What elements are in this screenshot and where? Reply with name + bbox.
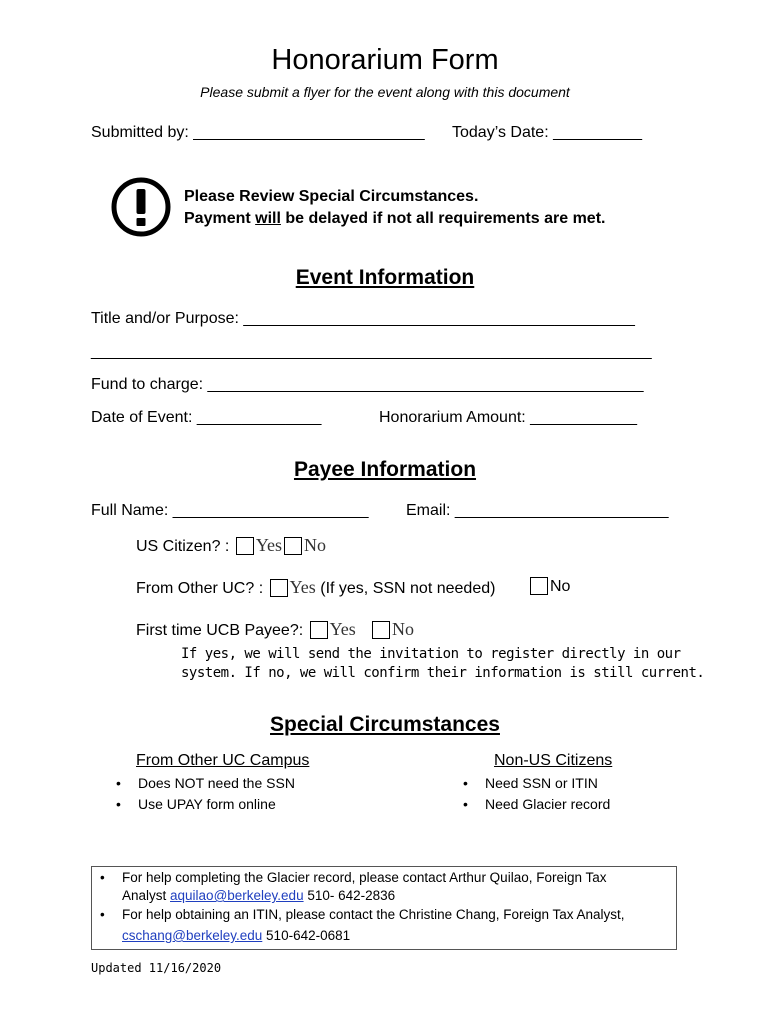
fund-field[interactable]: Fund to charge: _________________________________________________: [91, 376, 644, 393]
us-citizen-yes-label: Yes: [255, 535, 283, 555]
title-purpose-field[interactable]: Title and/or Purpose: ____________________________________________: [91, 310, 635, 327]
list-item: • Need SSN or ITIN: [463, 775, 598, 791]
special-circumstances-heading: Special Circumstances: [270, 713, 500, 736]
first-time-row: [136, 619, 356, 640]
other-uc-label: From Other UC? :: [136, 580, 268, 597]
other-uc-no-label: No: [550, 578, 571, 595]
first-time-label: First time UCB Payee?:: [136, 622, 308, 639]
title-purpose-continuation-field[interactable]: _______________________________________________________________: [91, 343, 652, 360]
us-citizen-label: US Citizen? :: [136, 538, 234, 555]
list-item: • Use UPAY form online: [116, 796, 276, 812]
help-line-3: • For help obtaining an ITIN, please contact the Christine Chang, Foreign Tax Analyst,: [100, 907, 625, 922]
first-time-yes-checkbox[interactable]: [310, 621, 328, 639]
exclamation-circle-icon: [110, 176, 172, 238]
aquilao-email-link[interactable]: aquilao@berkeley.edu: [170, 888, 304, 903]
other-uc-yes-label: Yes: [289, 577, 316, 597]
us-citizen-row: [136, 535, 326, 556]
non-us-citizens-heading: Non-US Citizens: [494, 752, 613, 769]
event-date-field[interactable]: Date of Event: ______________: [91, 409, 322, 426]
updated-date: Updated 11/16/2020: [91, 961, 222, 975]
first-time-yes-label: Yes: [329, 619, 356, 639]
cschang-email-link[interactable]: cschang@berkeley.edu: [122, 928, 263, 943]
form-title: Honorarium Form: [271, 44, 499, 76]
submitted-by-field[interactable]: Submitted by: __________________________: [91, 124, 425, 141]
us-citizen-no-checkbox[interactable]: [284, 537, 302, 555]
event-information-heading: Event Information: [295, 266, 475, 289]
first-time-no-label: No: [392, 619, 414, 639]
payee-information-heading: Payee Information: [293, 458, 477, 481]
list-item: • Need Glacier record: [463, 796, 611, 812]
other-uc-row: [136, 577, 495, 598]
other-uc-no-option: [528, 577, 570, 596]
other-uc-no-checkbox[interactable]: [530, 577, 548, 595]
help-line-2: Analyst aquilao@berkeley.edu 510- 642-2836: [122, 888, 396, 903]
first-time-no-checkbox[interactable]: [372, 621, 390, 639]
honorarium-amount-field[interactable]: Honorarium Amount: ____________: [379, 409, 637, 426]
email-field[interactable]: Email: ________________________: [406, 502, 669, 519]
first-time-no-option: [370, 619, 414, 640]
todays-date-field[interactable]: Today’s Date: __________: [452, 124, 643, 141]
payee-note-line-1: If yes, we will send the invitation to register directly in our: [181, 646, 681, 662]
form-subtitle: Please submit a flyer for the event along with this document: [200, 84, 570, 100]
us-citizen-yes-checkbox[interactable]: [236, 537, 254, 555]
other-uc-yes-checkbox[interactable]: [270, 579, 288, 597]
list-item: • Does NOT need the SSN: [116, 775, 295, 791]
help-line-4: cschang@berkeley.edu 510-642-0681: [122, 928, 351, 943]
full-name-field[interactable]: Full Name: ______________________: [91, 502, 369, 519]
payee-note-line-2: system. If no, we will confirm their information is still current.: [181, 665, 705, 681]
other-uc-note: (If yes, SSN not needed): [320, 580, 496, 597]
other-uc-campus-heading: From Other UC Campus: [136, 752, 310, 769]
us-citizen-no-label: No: [304, 535, 327, 555]
warning-line-1: Please Review Special Circumstances.: [184, 188, 479, 205]
warning-line-2: Payment will be delayed if not all requirements are met.: [184, 210, 606, 227]
help-line-1: • For help completing the Glacier record, please contact Arthur Quilao, Foreign Tax: [100, 870, 607, 885]
